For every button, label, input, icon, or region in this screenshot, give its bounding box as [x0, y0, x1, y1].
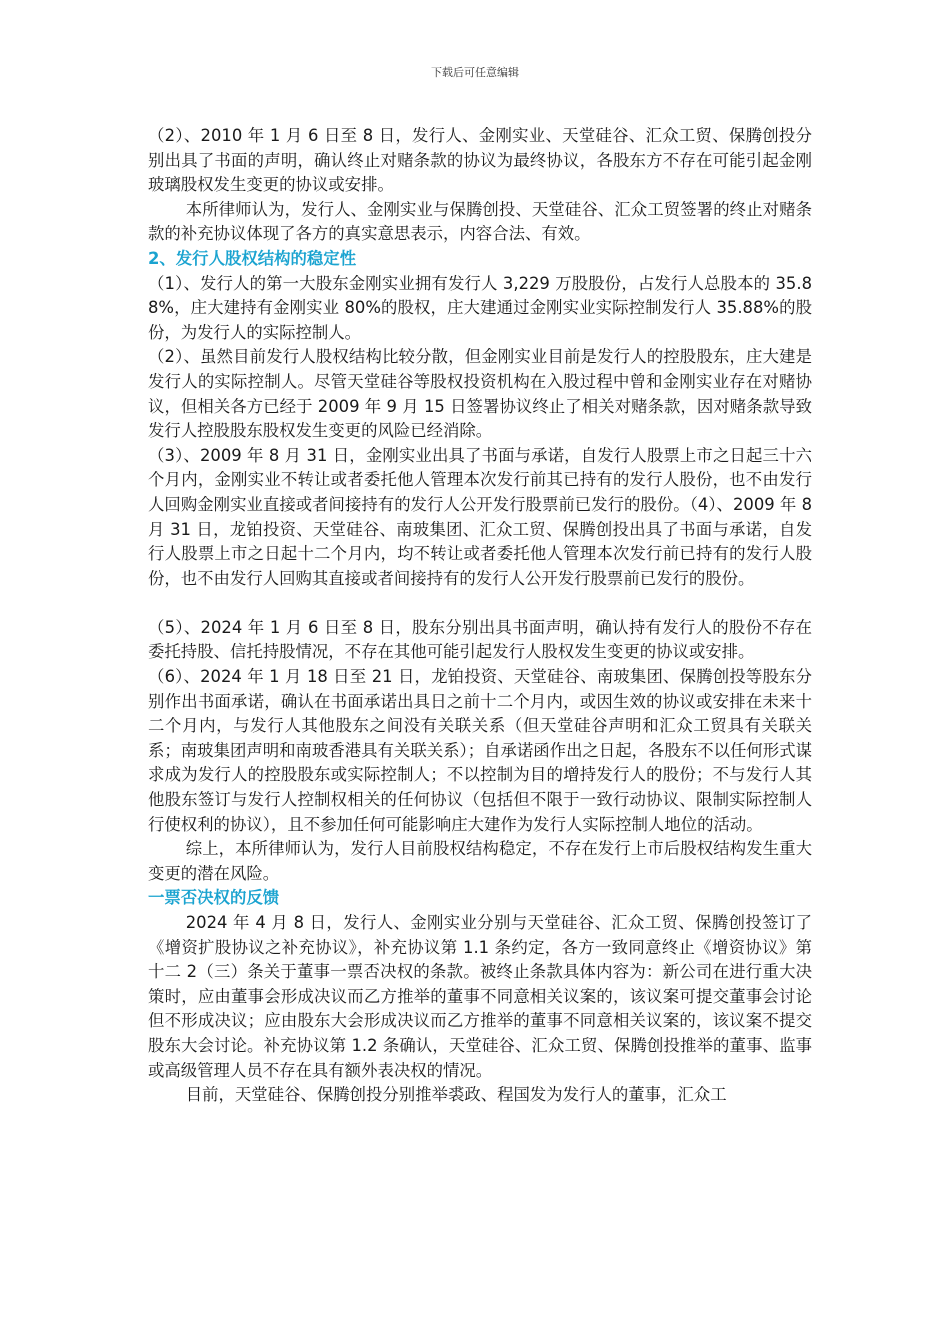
paragraph: （3）、2009 年 8 月 31 日，金刚实业出具了书面与承诺，自发行人股票上市之日起三十六个月内，金刚实业不转让或者委托他人管理本次发行前其已持有的发行人股份，也不由发行人回购金刚实业直接或者间接持有的发行人公开发行股票前已发行的股份。（4）、2009 年 8 月 31 日，龙铂投资、天堂硅谷、南玻集团、汇众工贸、保腾创投出具了书面与承诺，自发行人股票上市之日起十二个月内，均不转让或者委托他人管理本次发行前已持有的发行人股份，也不由发行人回购其直接或者间接持有的发行人公开发行股票前已发行的股份。 — [148, 445, 812, 588]
section-heading: 2、发行人股权结构的稳定性 — [148, 248, 357, 268]
blank-line — [148, 591, 812, 616]
paragraph: （5）、2024 年 1 月 6 日至 8 日，股东分别出具书面声明，确认持有发行人的股份不存在委托持股、信托持股情况，不存在其他可能引起发行人股权发生变更的协议或安排。 — [148, 617, 812, 662]
paragraph: （2）、2010 年 1 月 6 日至 8 日，发行人、金刚实业、天堂硅谷、汇众工贸、保腾创投分别出具了书面的声明，确认终止对赌条款的协议为最终协议，各股东方不存在可能引起金刚玻璃股权发生变更的协议或安排。 — [148, 126, 812, 195]
paragraph: 2024 年 4 月 8 日，发行人、金刚实业分别与天堂硅谷、汇众工贸、保腾创投签订了《增资扩股协议之补充协议》，补充协议第 1.1 条约定，各方一致同意终止《增资协议》第十二 2（三）条关于董事一票否决权的条款。被终止条款具体内容为：新公司在进行重大决策时，应由董事会形成决议而乙方推举的董事不同意相关议案的，该议案可提交董事会讨论但不形成决议；应由股东大会形成决议而乙方推举的董事不同意相关议案的，该议案不提交股东大会讨论。补充协议第 1.2 条确认，天堂硅谷、汇众工贸、保腾创投推举的董事、监事或高级管理人员不存在具有额外表决权的情况。 — [148, 913, 812, 1080]
document-body — [148, 124, 812, 1108]
paragraph: 目前，天堂硅谷、保腾创投分别推举裘政、程国发为发行人的董事，汇众工 — [185, 1085, 727, 1105]
paragraph: （6）、2024 年 1 月 18 日至 21 日，龙铂投资、天堂硅谷、南玻集团、保腾创投等股东分别作出书面承诺，确认在书面承诺出具日之前十二个月内，或因生效的协议或安排在未来十二个月内，与发行人其他股东之间没有关联关系（但天堂硅谷声明和汇众工贸具有关联关系；南玻集团声明和南玻香港具有关联关系）；自承诺函作出之日起，各股东不以任何形式谋求成为发行人的控股股东或实际控制人；不以控制为目的增持发行人的股份；不与发行人其他股东签订与发行人控制权相关的任何协议（包括但不限于一致行动协议、限制实际控制人行使权利的协议），且不参加任何可能影响庄大建作为发行人实际控制人地位的活动。 — [148, 667, 812, 834]
paragraph: 本所律师认为，发行人、金刚实业与保腾创投、天堂硅谷、汇众工贸签署的终止对赌条款的补充协议体现了各方的真实意思表示，内容合法、有效。 — [148, 199, 812, 244]
page-header: 下载后可任意编辑 — [431, 66, 519, 79]
paragraph: （1）、发行人的第一大股东金刚实业拥有发行人 3,229 万股股份，占发行人总股本的 35.88%，庄大建持有金刚实业 80%的股权，庄大建通过金刚实业实际控制发行人 35.88%的股份，为发行人的实际控制人。 — [148, 273, 812, 342]
paragraph: 综上，本所律师认为，发行人目前股权结构稳定，不存在发行上市后股权结构发生重大变更的潜在风险。 — [148, 839, 812, 883]
paragraph: （2）、虽然目前发行人股权结构比较分散，但金刚实业目前是发行人的控股股东，庄大建是发行人的实际控制人。尽管天堂硅谷等股权投资机构在入股过程中曾和金刚实业存在对赌协议，但相关各方已经于 2009 年 9 月 15 日签署协议终止了相关对赌条款，因对赌条款导致发行人控股股东股权发生变更的风险已经消除。 — [148, 347, 812, 441]
section-heading: 一票否决权的反馈 — [148, 888, 280, 908]
